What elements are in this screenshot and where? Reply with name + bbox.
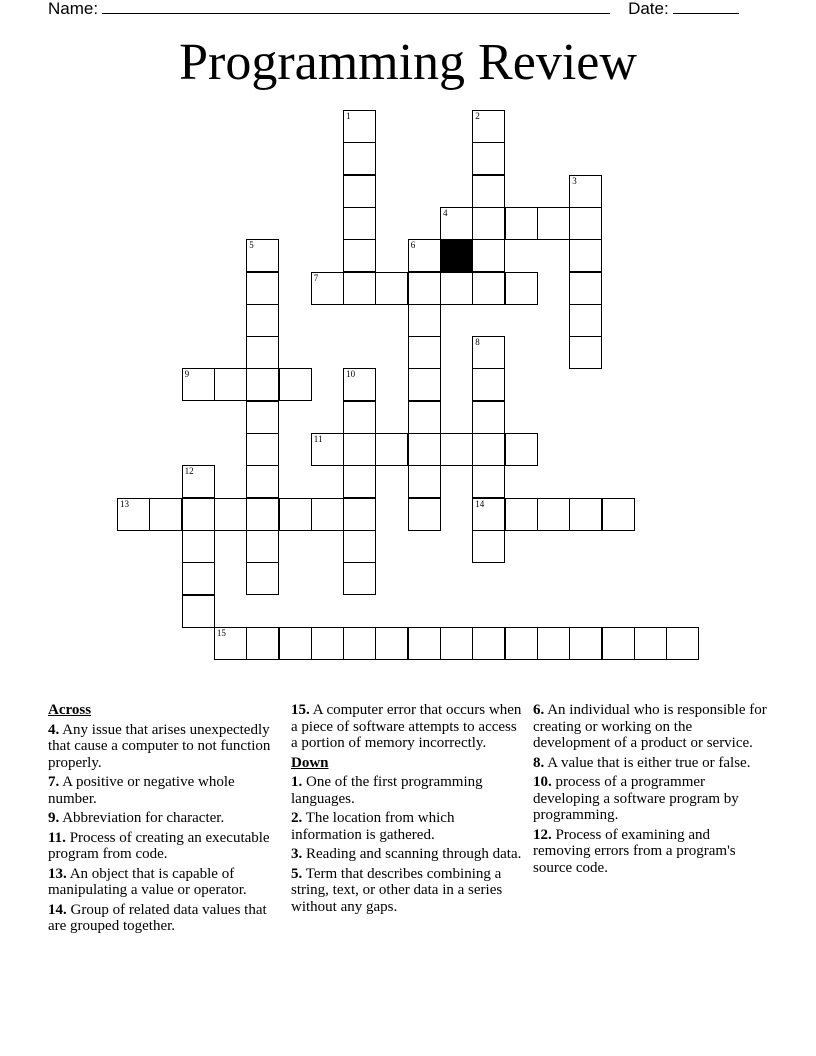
crossword-cell[interactable]: [472, 433, 505, 466]
crossword-cell[interactable]: [602, 498, 635, 531]
crossword-cell[interactable]: [440, 627, 473, 660]
across-clue: 15. A computer error that occurs when a piece of software attempts to access a portion of memory incorrectly.: [291, 702, 522, 751]
down-heading: Down: [291, 754, 329, 771]
crossword-cell[interactable]: [440, 207, 473, 240]
crossword-cell[interactable]: [182, 368, 215, 401]
crossword-cell[interactable]: [246, 304, 279, 337]
crossword-cell[interactable]: [182, 562, 215, 595]
crossword-cell[interactable]: [634, 627, 667, 660]
crossword-cell[interactable]: [505, 433, 538, 466]
across-clue: 7. A positive or negative whole number.: [48, 774, 235, 807]
crossword-cell[interactable]: [408, 433, 441, 466]
crossword-cell[interactable]: [343, 562, 376, 595]
crossword-cell[interactable]: [472, 336, 505, 369]
crossword-cell[interactable]: [375, 627, 408, 660]
crossword-cell[interactable]: [569, 627, 602, 660]
crossword-cell[interactable]: [343, 465, 376, 498]
crossword-cell[interactable]: [472, 401, 505, 434]
crossword-cell[interactable]: [343, 530, 376, 563]
crossword-cell[interactable]: [505, 498, 538, 531]
across-heading: Across: [48, 702, 92, 718]
crossword-cell[interactable]: [343, 272, 376, 305]
crossword-cell[interactable]: [246, 627, 279, 660]
clue-number: 3: [572, 175, 577, 186]
crossword-cell[interactable]: [505, 627, 538, 660]
crossword-cell[interactable]: [343, 142, 376, 175]
crossword-cell[interactable]: [408, 401, 441, 434]
crossword-cell[interactable]: [246, 562, 279, 595]
crossword-cell[interactable]: [149, 498, 182, 531]
down-clue: 6. An individual who is responsible for creating or working on the development of a product or service.: [533, 702, 767, 751]
crossword-cell[interactable]: [343, 110, 376, 143]
crossword-cell[interactable]: [343, 433, 376, 466]
clue-number: 1: [346, 111, 351, 121]
clue-number: 5: [249, 240, 254, 251]
crossword-cell[interactable]: [440, 433, 473, 466]
crossword-cell[interactable]: [182, 530, 215, 563]
date-label: Date:: [628, 0, 669, 18]
crossword-cell[interactable]: [214, 627, 247, 660]
down-clue: 12. Process of examining and removing errors from a program's source code.: [533, 826, 736, 876]
crossword-cell[interactable]: [311, 498, 344, 531]
crossword-cell[interactable]: [375, 272, 408, 305]
crossword-cell[interactable]: [472, 627, 505, 660]
clue-number: 9: [184, 369, 190, 380]
crossword-cell[interactable]: [246, 401, 279, 434]
crossword-cell[interactable]: [537, 627, 570, 660]
crossword-cell[interactable]: [246, 272, 279, 305]
down-clue: 8. A value that is either true or false.: [533, 754, 751, 771]
crossword-cell[interactable]: [311, 272, 344, 305]
crossword-cell[interactable]: [472, 142, 505, 175]
crossword-cell[interactable]: [246, 336, 279, 369]
clues-column-2: [291, 702, 523, 918]
crossword-cell[interactable]: [408, 272, 441, 305]
crossword-cell[interactable]: [375, 433, 408, 466]
crossword-cell[interactable]: [569, 272, 602, 305]
crossword-cell[interactable]: [472, 239, 505, 272]
crossword-cell[interactable]: [569, 304, 602, 337]
clue-number: 15: [216, 627, 226, 638]
crossword-cell[interactable]: [666, 627, 699, 660]
crossword-cell[interactable]: [343, 207, 376, 240]
name-label: Name:: [48, 0, 99, 18]
crossword-cell[interactable]: [569, 498, 602, 531]
clues-column-3: [533, 702, 769, 879]
crossword-cell[interactable]: [602, 627, 635, 660]
clue-number: 11: [313, 434, 323, 444]
crossword-cell[interactable]: [182, 595, 215, 628]
down-clue: 5. Term that describes combining a string, text, or other data in a series without any gaps.: [291, 865, 503, 915]
crossword-cell[interactable]: [311, 433, 344, 466]
crossword-cell[interactable]: [472, 530, 505, 563]
crossword-cell[interactable]: [246, 433, 279, 466]
clue-number: 2: [475, 111, 480, 121]
clue-number: 8: [475, 337, 480, 348]
clue-number: 10: [346, 369, 356, 380]
down-clue: 1. One of the first programming languages.: [291, 774, 483, 807]
crossword-cell[interactable]: [505, 272, 538, 305]
crossword-cell[interactable]: [214, 498, 247, 531]
crossword-cell[interactable]: [182, 465, 215, 498]
crossword-cell[interactable]: [472, 368, 505, 401]
crossword-cell[interactable]: [246, 498, 279, 531]
crossword-cell[interactable]: [569, 336, 602, 369]
clues-column-1: [48, 702, 276, 938]
clue-number: 13: [120, 498, 129, 509]
crossword-cell[interactable]: [569, 175, 602, 208]
crossword-cell[interactable]: [472, 498, 505, 531]
crossword-cell[interactable]: [537, 207, 570, 240]
crossword-cell[interactable]: [408, 627, 441, 660]
crossword-cell[interactable]: [343, 368, 376, 401]
crossword-cell[interactable]: [408, 368, 441, 401]
crossword-cell[interactable]: [505, 207, 538, 240]
crossword-cell[interactable]: [408, 304, 441, 337]
crossword-cell[interactable]: [537, 498, 570, 531]
crossword-cell[interactable]: [408, 465, 441, 498]
black-square: [440, 239, 473, 272]
crossword-cell[interactable]: [182, 498, 215, 531]
crossword-cell[interactable]: [343, 401, 376, 434]
clue-number: 12: [184, 466, 194, 477]
clue-number: 6: [410, 240, 416, 251]
crossword-cell[interactable]: [569, 239, 602, 272]
crossword-cell[interactable]: [472, 175, 505, 208]
crossword-cell[interactable]: [569, 207, 602, 240]
crossword-cell[interactable]: [246, 368, 279, 401]
clue-number: 7: [313, 272, 319, 283]
crossword-cell[interactable]: [117, 498, 150, 531]
crossword-cell[interactable]: [408, 498, 441, 531]
crossword-cell[interactable]: [440, 272, 473, 305]
across-clue: 4. Any issue that arises unexpectedly that cause a computer to not function properly.: [48, 721, 271, 771]
down-clue: 3. Reading and scanning through data.: [291, 846, 522, 862]
crossword-cell[interactable]: [343, 498, 376, 531]
crossword-cell[interactable]: [214, 368, 247, 401]
down-clue: 2. The location from which information is gathered.: [291, 810, 455, 843]
puzzle-title: Programming Review: [179, 34, 637, 91]
clue-number: 14: [475, 498, 485, 509]
crossword-cell[interactable]: [472, 465, 505, 498]
crossword-cell[interactable]: [472, 207, 505, 240]
crossword-cell[interactable]: [408, 239, 441, 272]
crossword-cell[interactable]: [279, 368, 312, 401]
clue-number: 4: [443, 207, 448, 218]
crossword-cell[interactable]: [279, 498, 312, 531]
crossword-cell[interactable]: [343, 239, 376, 272]
crossword-cell[interactable]: [343, 175, 376, 208]
down-clue: 10. process of a programmer developing a software program by programming.: [533, 774, 739, 823]
across-clue: 13. An object that is capable of manipulating a value or operator.: [48, 865, 247, 898]
crossword-cell[interactable]: [246, 465, 279, 498]
across-clue: 14. Group of related data values that are grouped together.: [48, 901, 267, 934]
crossword-cell[interactable]: [246, 239, 279, 272]
crossword-cell[interactable]: [408, 336, 441, 369]
crossword-cell[interactable]: [472, 110, 505, 143]
crossword-cell[interactable]: [311, 627, 344, 660]
crossword-cell[interactable]: [279, 627, 312, 660]
crossword-cell[interactable]: [343, 627, 376, 660]
across-clue: 11. Process of creating an executable program from code.: [48, 829, 270, 862]
across-clue: 9. Abbreviation for character.: [48, 810, 225, 826]
crossword-cell[interactable]: [472, 272, 505, 305]
crossword-cell[interactable]: [246, 530, 279, 563]
